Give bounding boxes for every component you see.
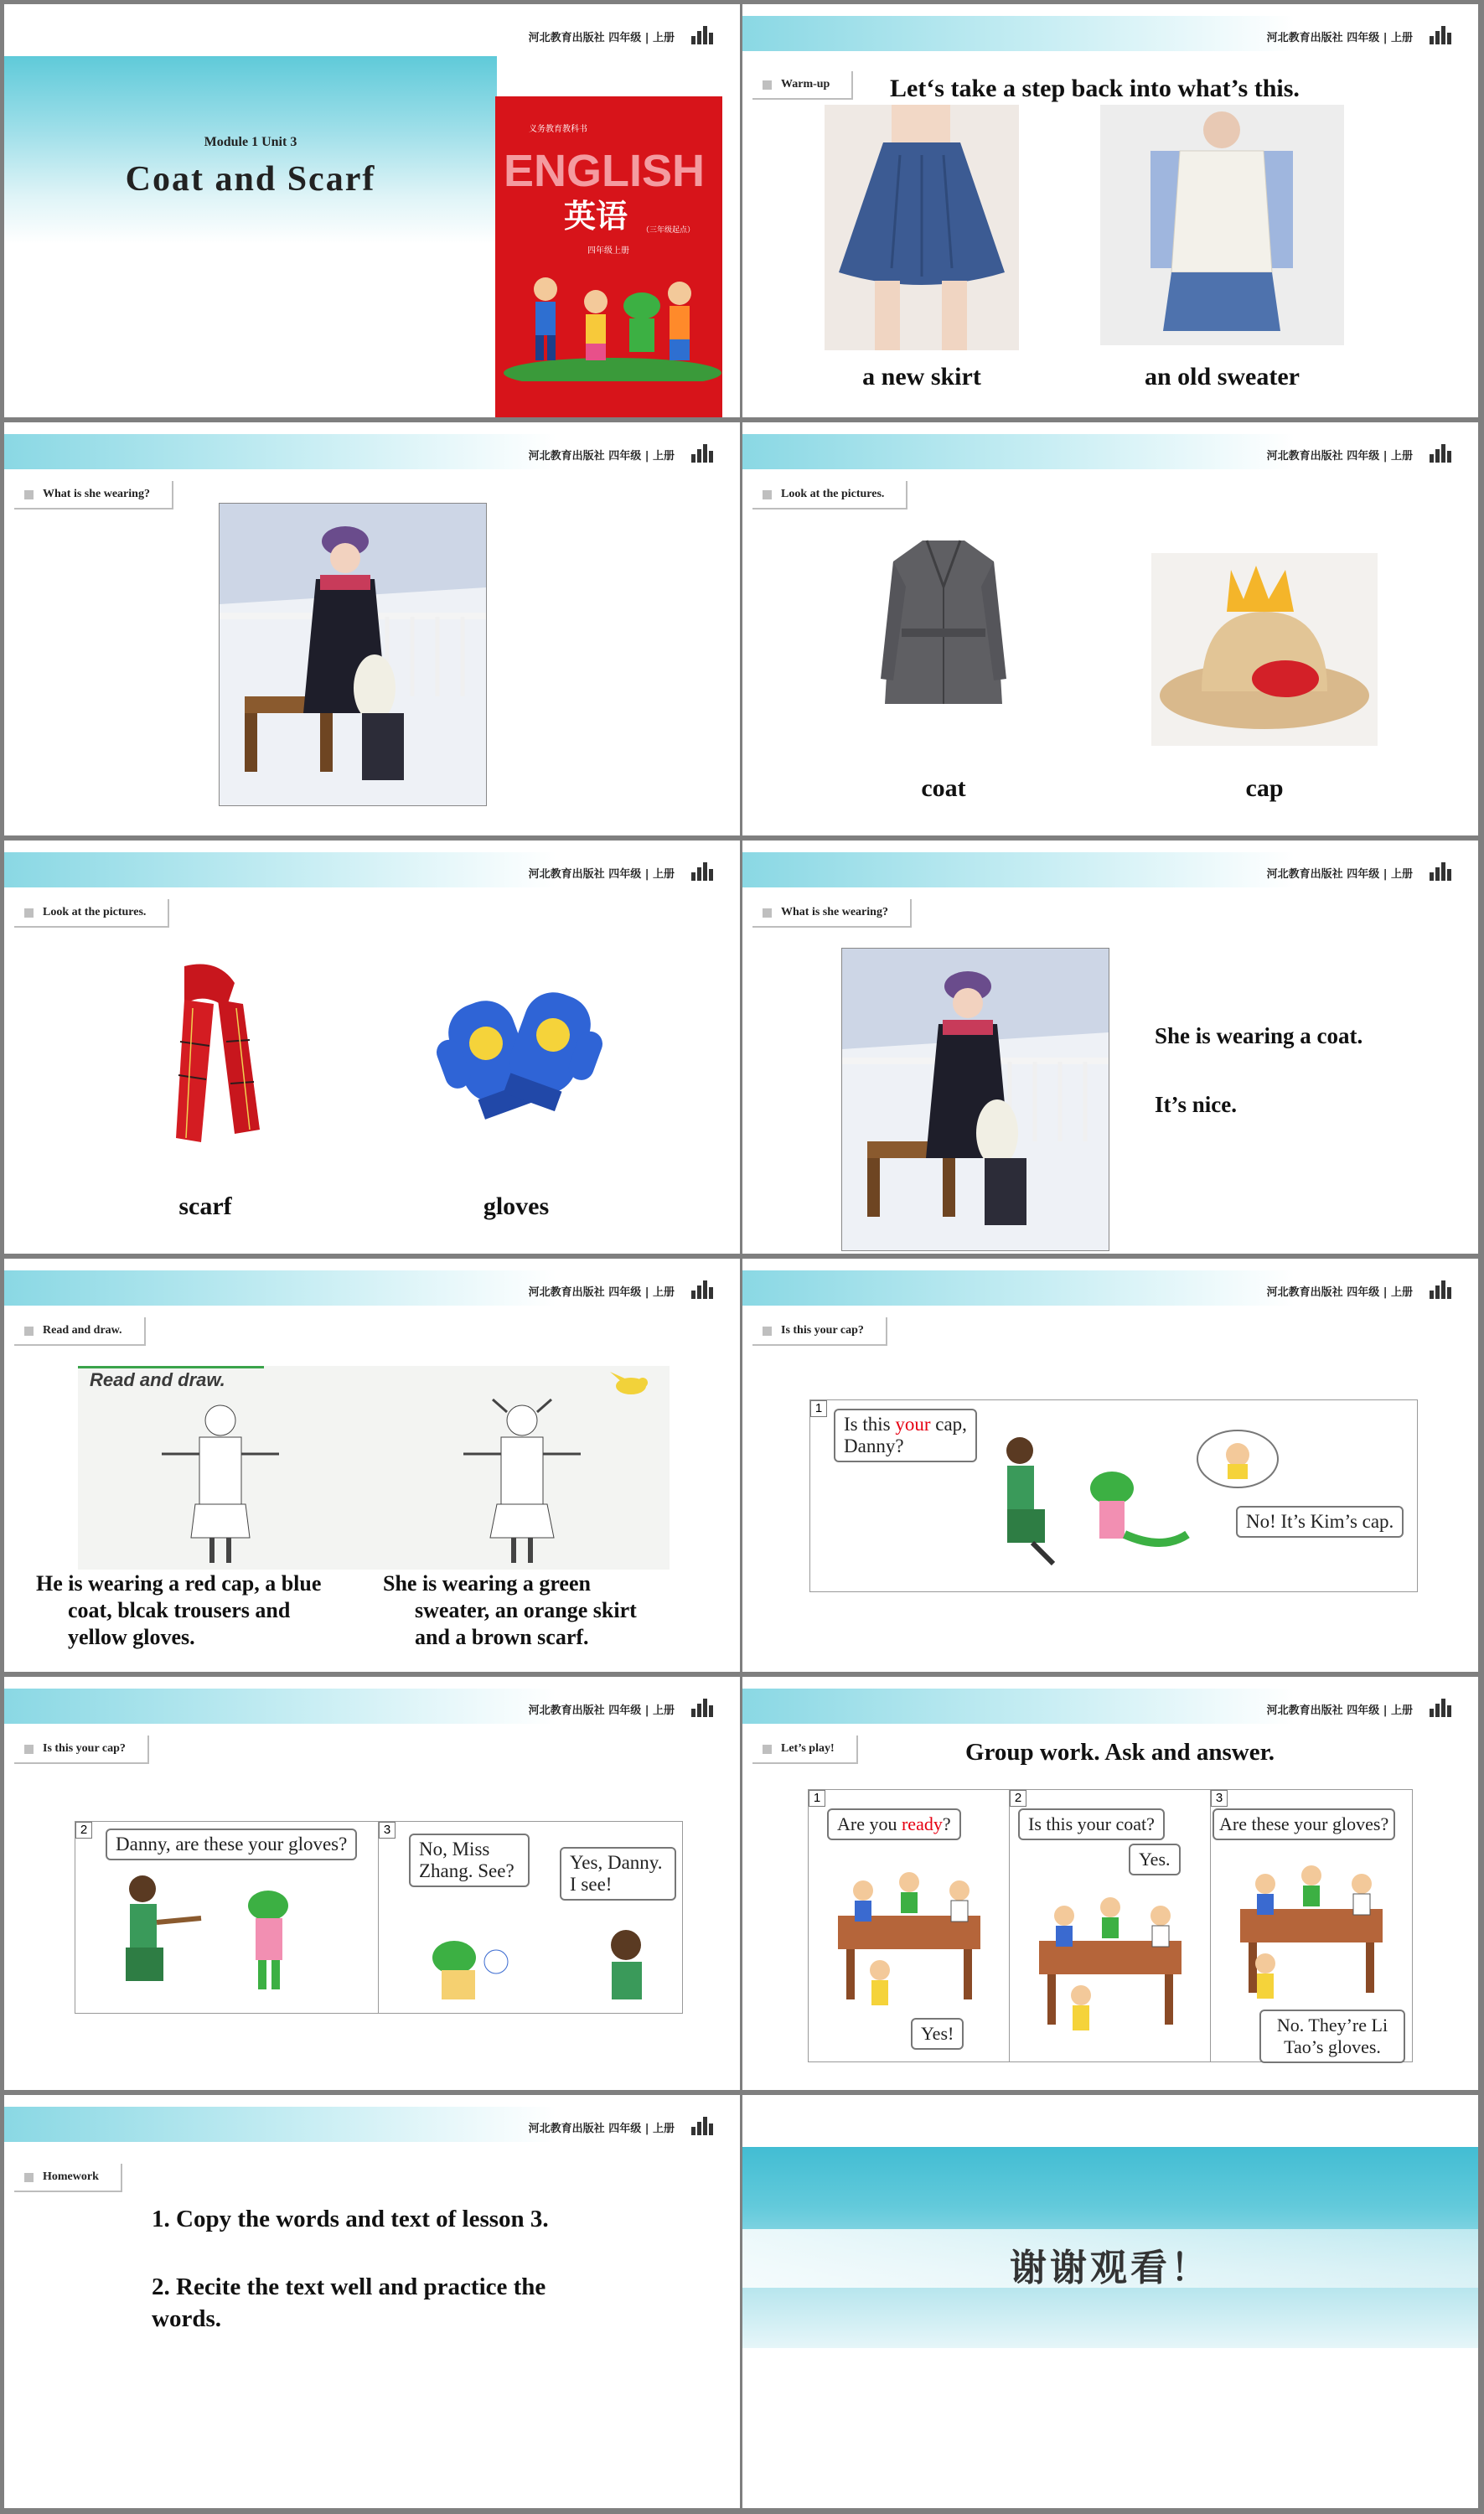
section-tab: Warm-up xyxy=(752,71,853,100)
publisher-logo-icon xyxy=(690,442,715,463)
publisher-logo-icon xyxy=(690,1279,715,1299)
cover-kids-illustration xyxy=(495,256,722,381)
section-tab: Is this your cap? xyxy=(752,1317,887,1346)
skirt-caption: a new skirt xyxy=(862,363,981,391)
sentence-nice: It’s nice. xyxy=(1155,1092,1237,1117)
scarf-image xyxy=(134,958,277,1151)
slide-she-is-wearing xyxy=(742,841,1478,1254)
slide-warm-up xyxy=(742,4,1478,417)
right-line-3: and a brown scarf. xyxy=(415,1625,589,1649)
publisher-label: 河北教育出版社 四年级 | 上册 xyxy=(528,450,675,463)
title-band xyxy=(4,56,497,244)
slide-header xyxy=(4,16,740,51)
slide-is-this-your-cap-1 xyxy=(742,1259,1478,1672)
cap-caption: cap xyxy=(1245,774,1284,802)
sweater-photo xyxy=(1100,105,1344,345)
comic-panel-3 xyxy=(378,1821,683,2014)
classroom-group-illustration xyxy=(1215,1859,1408,2010)
right-line-1: She is wearing a green xyxy=(383,1571,591,1596)
publisher-label: 河北教育出版社 四年级 | 上册 xyxy=(1266,1286,1413,1299)
slide-header xyxy=(4,1270,740,1306)
left-line-3: yellow gloves. xyxy=(68,1625,195,1649)
right-description xyxy=(383,1570,735,1651)
answer-bubble: Yes. xyxy=(1129,1844,1181,1875)
left-description xyxy=(36,1570,371,1651)
teacher-danny-gloves-illustration xyxy=(92,1872,369,2006)
panel-number: 2 xyxy=(75,1822,92,1839)
section-tab: Homework xyxy=(14,2164,122,2192)
play-panel-2 xyxy=(1009,1789,1212,2062)
scarecrow-right xyxy=(455,1391,589,1567)
publisher-label: 河北教育出版社 四年级 | 上册 xyxy=(528,2123,675,2135)
slide-look-scarf-gloves xyxy=(4,841,740,1254)
slide-is-this-your-cap-2 xyxy=(4,1677,740,2090)
slide-header xyxy=(4,2107,740,2142)
q-post: ? xyxy=(942,1813,951,1834)
publisher-logo-icon xyxy=(690,2115,715,2135)
section-tab: Look at the pictures. xyxy=(14,899,169,928)
bubble-post: cap, xyxy=(930,1414,967,1435)
section-tab: Look at the pictures. xyxy=(752,481,907,510)
right-line-2: sweater, an orange skirt xyxy=(415,1598,637,1622)
lesson-title: Coat and Scarf xyxy=(125,160,376,199)
coat-image xyxy=(876,536,1011,712)
speech-bubble-answer: No! It’s Kim’s cap. xyxy=(1236,1506,1404,1538)
slide-lets-play xyxy=(742,1677,1478,2090)
slide-thanks xyxy=(742,2095,1478,2508)
group-work-heading: Group work. Ask and answer. xyxy=(965,1739,1275,1766)
q-highlight: ready xyxy=(901,1813,943,1834)
gloves-caption: gloves xyxy=(483,1192,550,1220)
bubble-line2: Danny? xyxy=(844,1435,904,1456)
cover-title-cn: 英语 xyxy=(564,198,628,235)
winter-girl-photo xyxy=(219,503,487,806)
classroom-group-illustration xyxy=(813,1865,1006,2016)
sentence-coat: She is wearing a coat. xyxy=(1155,1023,1363,1048)
slide-header xyxy=(4,1689,740,1724)
question-bubble: Are these your gloves? xyxy=(1213,1808,1395,1840)
scarf-caption: scarf xyxy=(178,1192,232,1220)
publisher-label: 河北教育出版社 四年级 | 上册 xyxy=(1266,1704,1413,1717)
speech-bubble-yes-danny: Yes, Danny. I see! xyxy=(560,1847,676,1901)
cover-top-text: 义务教育教科书 xyxy=(529,125,587,134)
left-line-2: coat, blcak trousers and xyxy=(68,1598,291,1622)
publisher-label: 河北教育出版社 四年级 | 上册 xyxy=(528,1704,675,1717)
coat-caption: coat xyxy=(921,774,966,802)
panel-number: 3 xyxy=(379,1822,396,1839)
publisher-label: 河北教育出版社 四年级 | 上册 xyxy=(528,32,675,44)
question-bubble xyxy=(827,1808,961,1840)
section-tab: Is this your cap? xyxy=(14,1735,149,1764)
speech-bubble-gloves: Danny, are these your gloves? xyxy=(106,1829,357,1860)
question-bubble: Is this your coat? xyxy=(1018,1808,1165,1840)
cover-grade: 四年级上册 xyxy=(587,246,629,256)
publisher-logo-icon xyxy=(690,1697,715,1717)
bubble-pre: Is this xyxy=(844,1414,896,1435)
gloves-image xyxy=(427,951,605,1135)
winter-girl-photo xyxy=(841,948,1109,1251)
publisher-label: 河北教育出版社 四年级 | 上册 xyxy=(528,868,675,881)
danny-and-teacher-illustration xyxy=(396,1916,672,2008)
slide-what-wearing xyxy=(4,422,740,835)
slide-look-coat-cap xyxy=(742,422,1478,835)
publisher-logo-icon xyxy=(1428,24,1453,44)
cover-note: （三年级起点） xyxy=(642,226,695,235)
bird-icon xyxy=(606,1368,656,1401)
classroom-group-illustration xyxy=(1014,1891,1207,2041)
speech-bubble-no-miss-zhang: No, Miss Zhang. See? xyxy=(409,1834,530,1887)
panel-number: 1 xyxy=(809,1790,825,1807)
slide-header xyxy=(742,852,1478,887)
skirt-photo xyxy=(825,105,1019,350)
publisher-logo-icon xyxy=(1428,442,1453,463)
publisher-logo-icon xyxy=(1428,1697,1453,1717)
publisher-logo-icon xyxy=(1428,861,1453,881)
slide-header xyxy=(742,434,1478,469)
speech-bubble-question xyxy=(834,1409,977,1462)
slide-header xyxy=(4,852,740,887)
section-tab: Read and draw. xyxy=(14,1317,146,1346)
slide-header xyxy=(742,16,1478,51)
play-panel-1 xyxy=(808,1789,1011,2062)
answer-bubble: No. They’re Li Tao’s gloves. xyxy=(1259,2010,1405,2063)
q-pre: Are you xyxy=(837,1813,902,1834)
homework-item-2: 2. Recite the text well and practice the words. xyxy=(152,2273,546,2332)
section-tab: What is she wearing? xyxy=(752,899,912,928)
slide-read-and-draw xyxy=(4,1259,740,1672)
slide-header xyxy=(742,1689,1478,1724)
slide-homework xyxy=(4,2095,740,2508)
answer-bubble: Yes! xyxy=(911,2018,964,2050)
module-label: Module 1 Unit 3 xyxy=(204,135,297,149)
read-draw-banner: Read and draw. xyxy=(90,1369,225,1390)
comic-panel-2 xyxy=(75,1821,380,2014)
teacher-and-danny-illustration xyxy=(995,1409,1347,1585)
cap-image xyxy=(1151,553,1378,746)
panel-number: 1 xyxy=(810,1400,827,1417)
panel-number: 3 xyxy=(1211,1790,1228,1807)
slide-header xyxy=(4,434,740,469)
publisher-label: 河北教育出版社 四年级 | 上册 xyxy=(528,1286,675,1299)
publisher-label: 河北教育出版社 四年级 | 上册 xyxy=(1266,868,1413,881)
green-rule xyxy=(78,1366,264,1368)
left-line-1: He is wearing a red cap, a blue xyxy=(36,1571,322,1596)
panel-number: 2 xyxy=(1010,1790,1026,1807)
bubble-highlight: your xyxy=(895,1414,931,1435)
homework-item-1: 1. Copy the words and text of lesson 3. xyxy=(152,2206,549,2232)
publisher-logo-icon xyxy=(1428,1279,1453,1299)
textbook-cover xyxy=(495,96,722,417)
scarecrow-panel xyxy=(78,1366,670,1570)
publisher-label: 河北教育出版社 四年级 | 上册 xyxy=(1266,32,1413,44)
section-tab: What is she wearing? xyxy=(14,481,173,510)
warmup-heading: Let‘s take a step back into what’s this. xyxy=(890,75,1300,102)
comic-panel-1 xyxy=(809,1399,1418,1592)
publisher-label: 河北教育出版社 四年级 | 上册 xyxy=(1266,450,1413,463)
thanks-text: 谢谢观看！ xyxy=(1010,2247,1211,2289)
cover-title-en: ENGLISH xyxy=(504,146,706,196)
slide-title xyxy=(4,4,740,417)
section-tab: Let’s play! xyxy=(752,1735,858,1764)
scarecrow-left xyxy=(153,1391,287,1567)
publisher-logo-icon xyxy=(690,24,715,44)
publisher-logo-icon xyxy=(690,861,715,881)
slide-header xyxy=(742,1270,1478,1306)
sweater-caption: an old sweater xyxy=(1145,363,1300,391)
play-panel-3 xyxy=(1210,1789,1413,2062)
